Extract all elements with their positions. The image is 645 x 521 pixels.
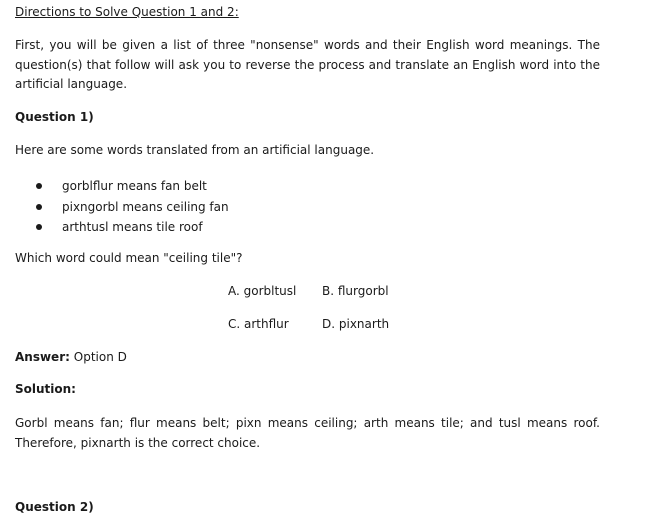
option-c[interactable]: C. arthflur (228, 317, 289, 331)
list-item-text: arthtusl means tile roof (62, 220, 203, 234)
list-item (15, 197, 229, 218)
option-a[interactable]: A. gorbltusl (228, 284, 297, 298)
solution-label: Solution: (15, 382, 76, 396)
directions-title: Directions to Solve Question 1 and 2: (15, 5, 239, 19)
question-1-prompt: Here are some words translated from an artificial language. (15, 143, 375, 157)
list-item-text: pixngorbl means ceiling fan (62, 199, 229, 214)
question-1-heading: Question 1) (15, 110, 94, 124)
bullet-icon (36, 204, 42, 210)
question-2-heading: Question 2) (15, 500, 94, 514)
bullet-icon (36, 224, 42, 230)
answer-value: Option D (73, 350, 127, 364)
answer-line (15, 350, 127, 364)
bullet-icon (36, 183, 42, 189)
question-1-text: Which word could mean "ceiling tile"? (15, 251, 243, 265)
intro-paragraph: First, you will be given a list of three "nonsense" words and their English word meanings. The question(s) that follow will ask you to reverse the process and translate an English word into the artificial language. (15, 38, 600, 91)
option-d[interactable]: D. pixnarth (322, 317, 390, 331)
answer-label: Answer: (15, 350, 70, 364)
option-b[interactable]: B. flurgorbl (322, 284, 389, 298)
solution-text: Gorbl means fan; flur means belt; pixn means ceiling; arth means tile; and tusl means roof. Therefore, pixnarth is the correct choice. (15, 416, 600, 450)
word-list (15, 176, 229, 238)
list-item (15, 217, 229, 238)
list-item-text: gorblflur means fan belt (62, 179, 207, 193)
list-item (15, 176, 229, 197)
